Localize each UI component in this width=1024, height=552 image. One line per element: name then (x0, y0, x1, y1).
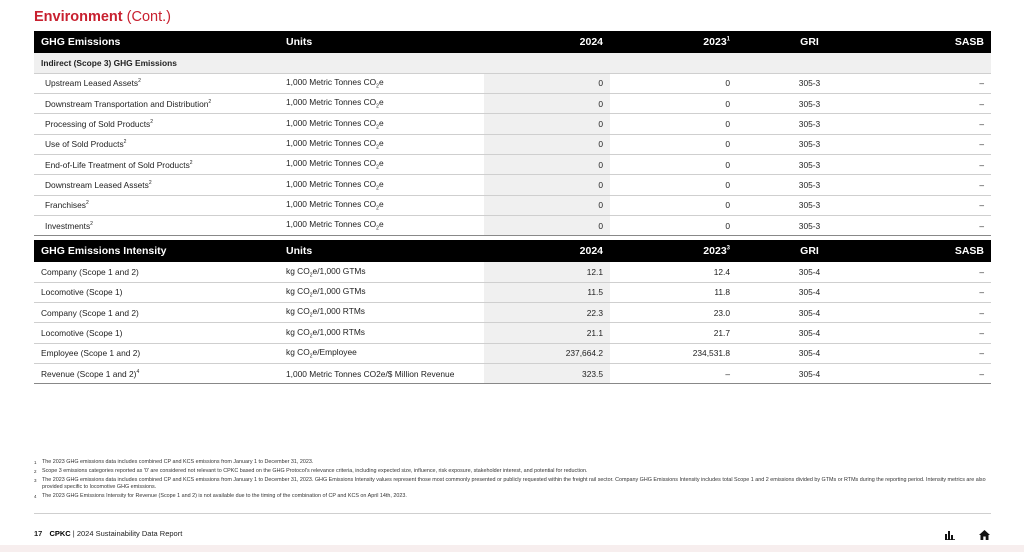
gri-code: 305-3 (737, 114, 882, 134)
row-label (34, 282, 279, 302)
footnote-number: 3 (34, 477, 37, 483)
value-2024: 0 (484, 215, 610, 235)
row-label (34, 154, 279, 174)
sasb-code: – (882, 343, 991, 363)
footnote-ref: 2 (189, 159, 193, 166)
units-text: 1,000 Metric Tonnes CO (286, 97, 377, 108)
units-text: 1,000 Metric Tonnes CO (286, 117, 377, 128)
value-2024: 0 (484, 73, 610, 93)
page-title (34, 9, 171, 25)
table-row (34, 114, 991, 134)
row-label-text: Investments (45, 220, 91, 231)
row-label (34, 262, 279, 282)
table-header-row (34, 31, 991, 53)
footnote-ref: 2 (208, 98, 212, 105)
footer-nav (945, 527, 990, 545)
footnote-ref: 2 (150, 119, 153, 126)
units-subscript: 2 (376, 144, 379, 151)
units-subscript: 2 (309, 272, 313, 279)
units-text: kg CO (286, 326, 310, 337)
row-label (34, 215, 279, 235)
units-suffix: e/Employee (312, 347, 357, 357)
row-units (279, 154, 484, 174)
units-suffix: e (378, 138, 384, 148)
gri-code: 305-3 (737, 94, 882, 114)
gri-code: 305-4 (737, 282, 882, 302)
sasb-code: – (882, 303, 991, 323)
footnote-ref: 2 (85, 200, 89, 207)
ghg-emissions-table (34, 31, 991, 236)
row-label (34, 94, 279, 114)
header-units: Units (279, 31, 484, 53)
value-2024: 0 (484, 134, 610, 154)
sasb-code: – (882, 323, 991, 343)
group-label: Indirect (Scope 3) GHG Emissions (34, 53, 991, 73)
header-2023-footnote-ref: 1 (726, 36, 730, 43)
value-2023: 0 (610, 175, 737, 195)
value-2024: 21.1 (484, 323, 610, 343)
sasb-code: – (882, 94, 991, 114)
units-text: kg CO (286, 347, 310, 357)
home-icon[interactable] (979, 527, 990, 545)
footnote-ref: 2 (138, 78, 141, 85)
row-label (34, 114, 279, 134)
row-label (34, 303, 279, 323)
row-label (34, 363, 279, 383)
units-subscript: 2 (376, 205, 379, 212)
value-2023: 0 (610, 195, 737, 215)
row-label (34, 195, 279, 215)
footnote (34, 468, 989, 475)
footnote (34, 477, 989, 491)
sasb-code: – (882, 195, 991, 215)
gri-code: 305-4 (737, 363, 882, 383)
row-units (279, 282, 484, 302)
row-label-text: Downstream Leased Assets (45, 179, 149, 190)
table-row (34, 282, 991, 302)
header-2023-label: 2023 (703, 245, 727, 257)
table-row (34, 195, 991, 215)
group-row (34, 53, 991, 73)
units-suffix: e (378, 219, 384, 230)
sasb-code: – (882, 114, 991, 134)
gri-code: 305-4 (737, 343, 882, 363)
page-footer (34, 529, 182, 538)
gri-code: 305-3 (737, 175, 882, 195)
units-suffix: e/1,000 RTMs (312, 326, 365, 337)
page-title-suffix: (Cont.) (126, 9, 171, 25)
table-row (34, 343, 991, 363)
units-suffix: e/1,000 GTMs (312, 265, 366, 276)
header-2024: 2024 (484, 31, 610, 53)
header-sasb: SASB (882, 240, 991, 262)
bottom-band (0, 545, 1024, 552)
footnote (34, 459, 989, 466)
row-units (279, 114, 484, 134)
sasb-code: – (882, 134, 991, 154)
units-text: 1,000 Metric Tonnes CO2e/$ Million Revenue (286, 368, 455, 379)
value-2024: 237,664.2 (484, 343, 610, 363)
units-text: 1,000 Metric Tonnes CO (286, 138, 377, 148)
value-2024: 12.1 (484, 262, 610, 282)
table-row (34, 215, 991, 235)
value-2024: 0 (484, 195, 610, 215)
gri-code: 305-3 (737, 73, 882, 93)
header-2023 (610, 31, 737, 53)
row-label (34, 323, 279, 343)
gri-code: 305-4 (737, 303, 882, 323)
footnote-ref: 2 (90, 220, 93, 227)
value-2023: 11.8 (610, 282, 737, 302)
footnotes (34, 459, 989, 502)
units-subscript: 2 (376, 164, 379, 171)
ghg-intensity-table (34, 240, 991, 384)
row-label-text: Company (Scope 1 and 2) (41, 266, 139, 277)
page-number: 17 (34, 529, 43, 538)
units-subscript: 2 (376, 124, 379, 131)
sasb-code: – (882, 154, 991, 174)
footnote (34, 493, 989, 500)
sasb-code: – (882, 282, 991, 302)
value-2024: 0 (484, 114, 610, 134)
units-suffix: e/1,000 GTMs (312, 286, 366, 297)
gri-code: 305-4 (737, 262, 882, 282)
units-text: 1,000 Metric Tonnes CO (286, 198, 377, 209)
row-units (279, 73, 484, 93)
units-subscript: 2 (376, 185, 379, 192)
row-units (279, 343, 484, 363)
header-2023-footnote-ref: 3 (726, 245, 730, 252)
header-sasb: SASB (882, 31, 991, 53)
table-row (34, 94, 991, 114)
row-label-text: Upstream Leased Assets (45, 78, 139, 89)
units-suffix: e/1,000 RTMs (312, 306, 365, 317)
table-row (34, 154, 991, 174)
bar-chart-icon[interactable] (945, 527, 955, 545)
header-2024: 2024 (484, 240, 610, 262)
value-2023: 21.7 (610, 323, 737, 343)
row-label (34, 343, 279, 363)
footnote-number: 4 (34, 493, 37, 499)
units-suffix: e (378, 158, 384, 169)
row-units (279, 94, 484, 114)
table-row (34, 262, 991, 282)
row-label-text: Locomotive (Scope 1) (41, 328, 123, 339)
row-units (279, 363, 484, 383)
footnote-text: The 2023 GHG emissions data includes combined CP and KCS emissions from January 1 to December 31, 2023. GHG Emissions Intensity values represent those most commonly presented or publicly requested within the freight rail sector. Company GHG Emissions Intensity includes total Scope 1 and 2 emissions divided by GTMs or RTMs during the reporting period. Intensity metrics are also provided specific to locomotive GHG emissions. (42, 476, 986, 490)
header-label: GHG Emissions (34, 31, 279, 53)
sasb-code: – (882, 73, 991, 93)
sasb-code: – (882, 363, 991, 383)
units-subscript: 2 (309, 313, 313, 320)
row-units (279, 262, 484, 282)
value-2023: 0 (610, 134, 737, 154)
units-text: kg CO (286, 265, 310, 276)
units-subscript: 2 (309, 292, 313, 299)
value-2024: 11.5 (484, 282, 610, 302)
value-2023: 0 (610, 215, 737, 235)
table-row (34, 175, 991, 195)
row-label-text: End-of-Life Treatment of Sold Products (45, 159, 190, 170)
units-subscript: 2 (376, 83, 379, 90)
units-subscript: 2 (309, 333, 313, 340)
row-units (279, 323, 484, 343)
report-title: | 2024 Sustainability Data Report (72, 529, 183, 538)
units-suffix: e (378, 117, 384, 128)
value-2024: 22.3 (484, 303, 610, 323)
row-label (34, 134, 279, 154)
units-text: 1,000 Metric Tonnes CO (286, 77, 377, 88)
footnote-text: The 2023 GHG emissions data includes combined CP and KCS emissions from January 1 to December 31, 2023. (42, 459, 314, 465)
row-units (279, 303, 484, 323)
row-label-text: Revenue (Scope 1 and 2) (41, 368, 137, 379)
row-label-text: Franchises (45, 200, 86, 211)
row-units (279, 175, 484, 195)
value-2023: 0 (610, 114, 737, 134)
gri-code: 305-3 (737, 195, 882, 215)
table-row (34, 73, 991, 93)
value-2023: 0 (610, 154, 737, 174)
brand-logo: CPKC (49, 529, 71, 538)
row-label-text: Locomotive (Scope 1) (41, 287, 123, 298)
row-label (34, 73, 279, 93)
footnote-ref: 2 (123, 139, 127, 146)
value-2023: 12.4 (610, 262, 737, 282)
value-2023: 23.0 (610, 303, 737, 323)
footnote-ref: 2 (148, 180, 152, 187)
footer-divider (34, 513, 991, 514)
units-suffix: e (378, 198, 384, 209)
value-2024: 323.5 (484, 363, 610, 383)
value-2023: 0 (610, 94, 737, 114)
units-text: kg CO (286, 306, 310, 317)
row-units (279, 215, 484, 235)
gri-code: 305-4 (737, 323, 882, 343)
units-subscript: 2 (309, 353, 313, 360)
units-text: 1,000 Metric Tonnes CO (286, 219, 377, 230)
units-text: 1,000 Metric Tonnes CO (286, 158, 377, 169)
units-suffix: e (378, 97, 384, 108)
sasb-code: – (882, 215, 991, 235)
row-units (279, 134, 484, 154)
gri-code: 305-3 (737, 154, 882, 174)
value-2024: 0 (484, 94, 610, 114)
gri-code: 305-3 (737, 134, 882, 154)
row-label-text: Company (Scope 1 and 2) (41, 307, 139, 318)
units-subscript: 2 (376, 104, 379, 111)
units-suffix: e (378, 178, 384, 189)
header-label: GHG Emissions Intensity (34, 240, 279, 262)
footnote-text: The 2023 GHG Emissions Intensity for Revenue (Scope 1 and 2) is not available due to the timing of the combination of CP and KCS on April 14th, 2023. (42, 492, 407, 499)
header-gri: GRI (737, 31, 882, 53)
value-2024: 0 (484, 154, 610, 174)
footnote-ref: 4 (136, 368, 140, 375)
footnote-text: Scope 3 emissions categories reported as '0' are considered not relevant to CPKC based on the GHG Protocol's relevance criteria, including expected size, influence, risk exposure, stakeholder interest, and potential for reduction. (42, 467, 588, 474)
footnote-number: 2 (34, 468, 37, 474)
page-title-main: Environment (34, 9, 123, 25)
row-label (34, 175, 279, 195)
table-row (34, 323, 991, 343)
header-units: Units (279, 240, 484, 262)
table-row (34, 134, 991, 154)
sasb-code: – (882, 175, 991, 195)
value-2023: 234,531.8 (610, 343, 737, 363)
header-2023-label: 2023 (703, 36, 727, 48)
table-row (34, 363, 991, 383)
header-gri: GRI (737, 240, 882, 262)
gri-code: 305-3 (737, 215, 882, 235)
table-row (34, 303, 991, 323)
units-text: 1,000 Metric Tonnes CO (286, 178, 377, 189)
row-label-text: Employee (Scope 1 and 2) (41, 348, 141, 359)
value-2023: 0 (610, 73, 737, 93)
units-subscript: 2 (376, 225, 379, 232)
footnote-number: 1 (34, 460, 37, 465)
sasb-code: – (882, 262, 991, 282)
units-text: kg CO (286, 286, 310, 297)
row-label-text: Downstream Transportation and Distribution (45, 98, 209, 109)
row-units (279, 195, 484, 215)
value-2024: 0 (484, 175, 610, 195)
row-label-text: Use of Sold Products (45, 139, 124, 150)
header-2023 (610, 240, 737, 262)
table-header-row (34, 240, 991, 262)
units-suffix: e (378, 77, 384, 88)
row-label-text: Processing of Sold Products (45, 119, 151, 130)
value-2023: – (610, 363, 737, 383)
